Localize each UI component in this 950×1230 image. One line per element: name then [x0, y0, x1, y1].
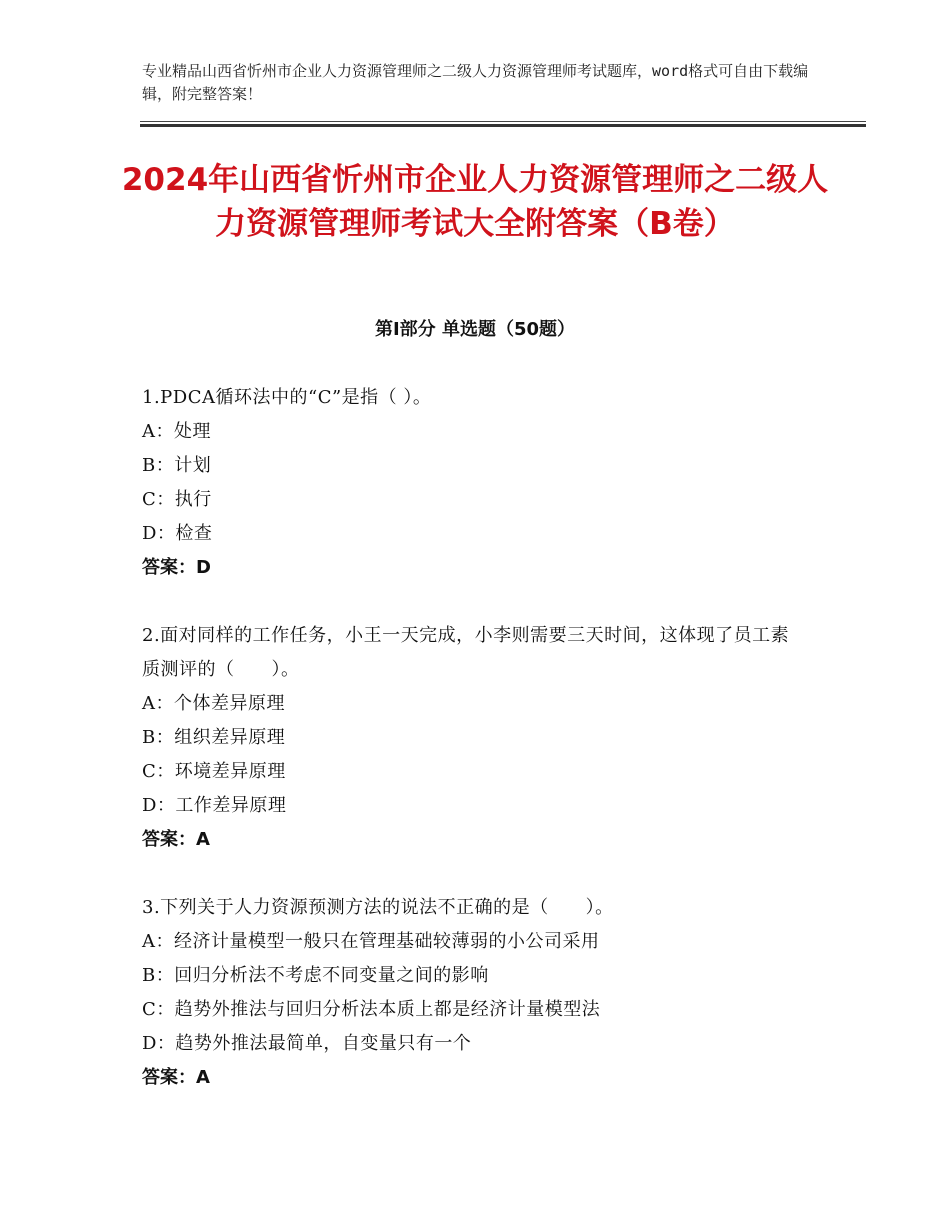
option-a: A：个体差异原理: [142, 693, 285, 714]
answer-line: [142, 823, 822, 857]
option-a: A：处理: [142, 421, 211, 442]
option-c: C：环境差异原理: [142, 761, 286, 782]
option-b: B：回归分析法不考虑不同变量之间的影响: [142, 965, 489, 986]
question-1: [142, 381, 822, 585]
option-a: A：经济计量模型一般只在管理基础较薄弱的小公司采用: [142, 931, 600, 952]
question-2: [142, 619, 822, 857]
answer-line: [142, 1061, 822, 1095]
answer-line: [142, 551, 822, 585]
question-text: 2.面对同样的工作任务，小王一天完成，小李则需要三天时间，这体现了员工素质测评的（ ）。: [142, 625, 790, 680]
option-b: B：组织差异原理: [142, 727, 286, 748]
header-rule-thin: [140, 121, 866, 122]
option-c: C：执行: [142, 489, 212, 510]
header-note: 专业精品山西省忻州市企业人力资源管理师之二级人力资源管理师考试题库，word格式可自由下载编辑，附完整答案！: [142, 62, 809, 103]
answer-value: A: [196, 1067, 210, 1088]
option-b: B：计划: [142, 455, 212, 476]
answer-value: D: [196, 557, 211, 578]
option-d: D：趋势外推法最简单，自变量只有一个: [142, 1033, 472, 1054]
question-text: 1.PDCA循环法中的“C”是指（ ）。: [142, 387, 432, 408]
option-d: D：工作差异原理: [142, 795, 287, 816]
question-text: 3.下列关于人力资源预测方法的说法不正确的是（ ）。: [142, 897, 614, 918]
answer-label: 答案：: [142, 829, 196, 850]
option-c: C：趋势外推法与回归分析法本质上都是经济计量模型法: [142, 999, 601, 1020]
question-list: [142, 381, 822, 1129]
answer-label: 答案：: [142, 1067, 196, 1088]
answer-value: A: [196, 829, 210, 850]
question-3: [142, 891, 822, 1095]
section-title: 第Ⅰ部分 单选题（50题）: [374, 319, 575, 340]
header-rule-thick: [140, 124, 866, 127]
answer-label: 答案：: [142, 557, 196, 578]
document-title: 2024年山西省忻州市企业人力资源管理师之二级人力资源管理师考试大全附答案（B卷）: [121, 162, 829, 242]
option-d: D：检查: [142, 523, 213, 544]
